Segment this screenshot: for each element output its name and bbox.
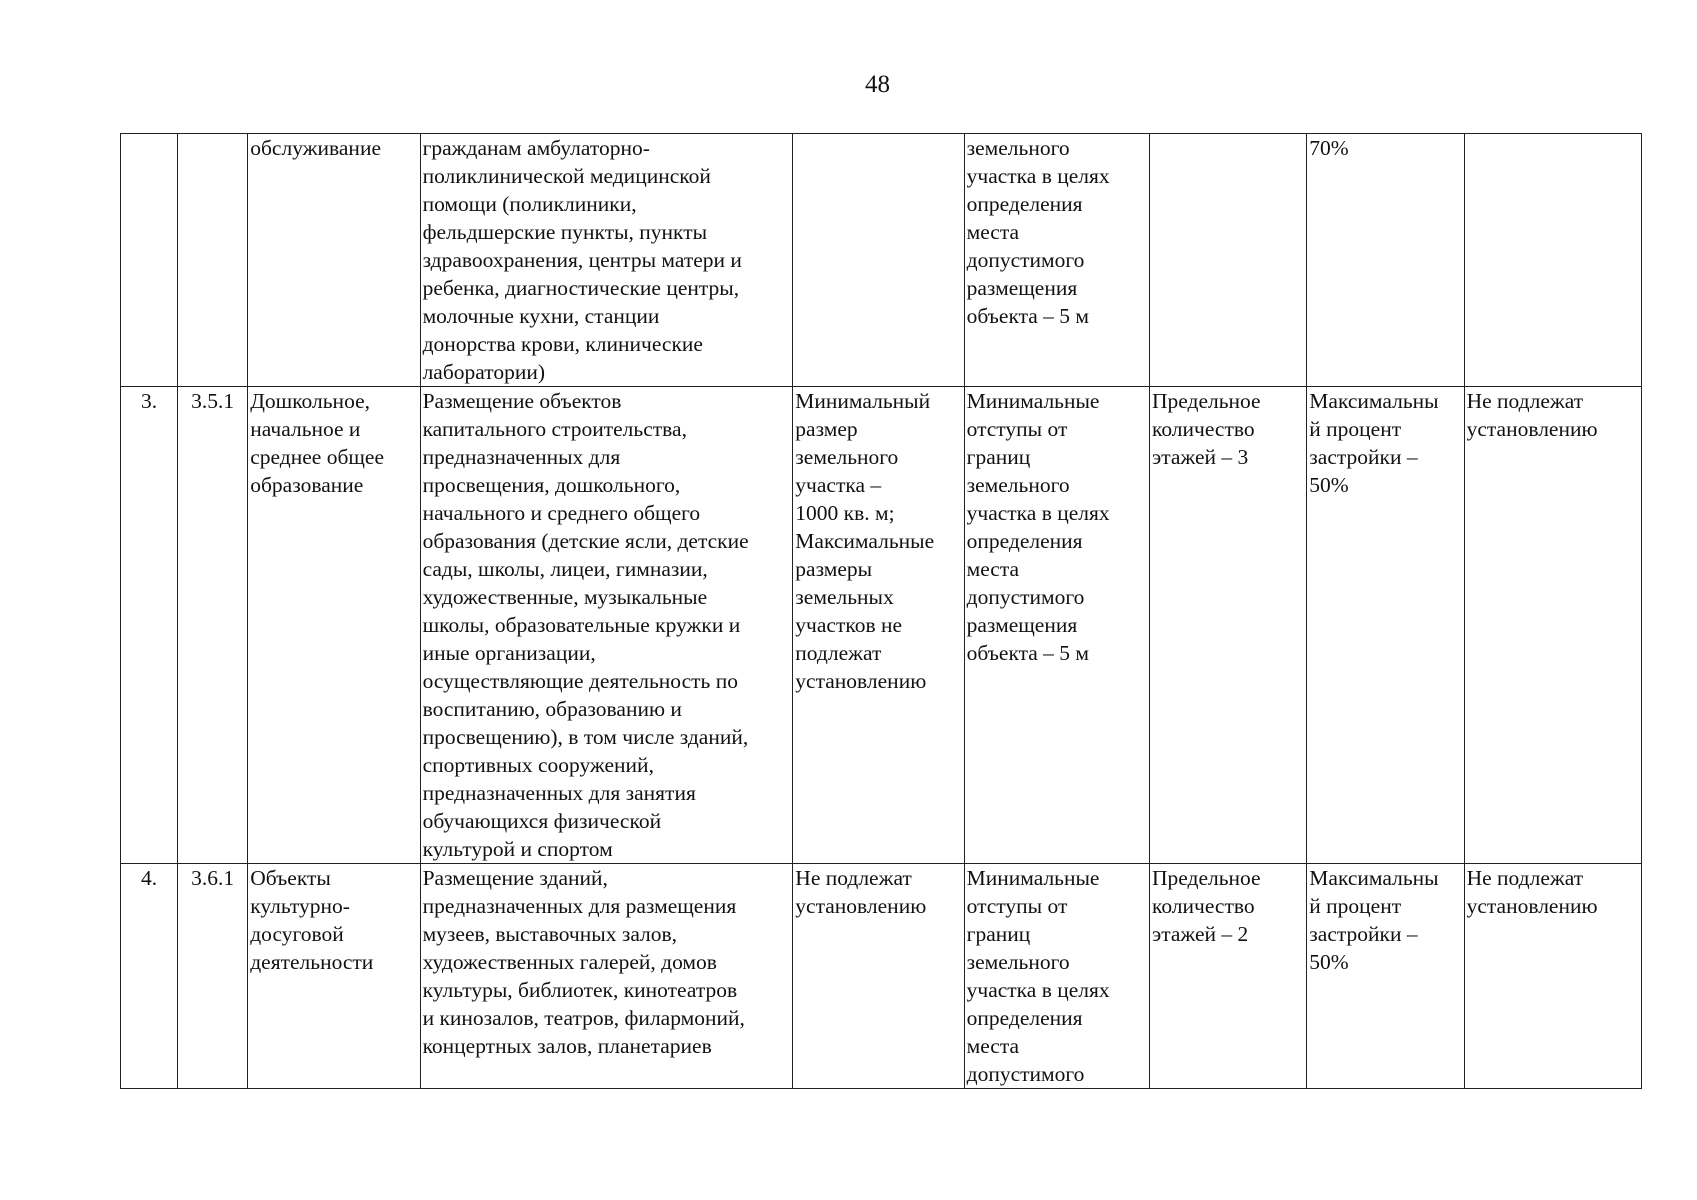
floors-cell: Предельное количество этажей – 3 (1149, 387, 1306, 864)
page-number: 48 (865, 71, 890, 98)
use-description-cell: Размещение зданий, предназначенных для размещения музеев, выставочных залов, художественных галерей, домов культуры, библиотек, кинотеатров и кинозалов, театров, филармоний, концертных залов, планетариев (420, 864, 793, 1089)
use-name-cell: Дошкольное, начальное и среднее общее образование (248, 387, 420, 864)
setbacks-cell: Минимальные отступы от границ земельного участка в целях определения места допустимого (964, 864, 1149, 1089)
use-name-cell: Объекты культурно- досуговой деятельности (248, 864, 420, 1089)
setbacks-cell: земельного участка в целях определения места допустимого размещения объекта – 5 м (964, 134, 1149, 387)
use-name-cell: обслуживание (248, 134, 420, 387)
row-number-cell: 3. (121, 387, 178, 864)
use-description-cell: Размещение объектов капитального строительства, предназначенных для просвещения, дошкольного, начального и среднего общего образования (детские ясли, детские сады, школы, лицеи, гимназии, художественные, музыкальные школы, образовательные кружки и иные организации, осуществляющие деятельность по воспитанию, образованию и просвещению), в том числе зданий, спортивных сооружений, предназначенных для занятия обучающихся физической культурой и спортом (420, 387, 793, 864)
coverage-cell: 70% (1307, 134, 1464, 387)
row-number-cell (121, 134, 178, 387)
other-cell: Не подлежат установлению (1464, 864, 1641, 1089)
land-use-table (120, 133, 1642, 1089)
plot-size-cell: Минимальный размер земельного участка – 1000 кв. м; Максимальные размеры земельных участков не подлежат установлению (793, 387, 964, 864)
other-cell (1464, 134, 1641, 387)
table-row (121, 864, 1642, 1089)
floors-cell (1149, 134, 1306, 387)
plot-size-cell (793, 134, 964, 387)
other-cell: Не подлежат установлению (1464, 387, 1641, 864)
use-code-cell (178, 134, 248, 387)
use-code-cell: 3.6.1 (178, 864, 248, 1089)
coverage-cell: Максимальны й процент застройки – 50% (1307, 864, 1464, 1089)
use-code-cell: 3.5.1 (178, 387, 248, 864)
coverage-cell: Максимальны й процент застройки – 50% (1307, 387, 1464, 864)
floors-cell: Предельное количество этажей – 2 (1149, 864, 1306, 1089)
table-row (121, 134, 1642, 387)
row-number-cell: 4. (121, 864, 178, 1089)
use-description-cell: гражданам амбулаторно- поликлинической медицинской помощи (поликлиники, фельдшерские пункты, пункты здравоохранения, центры матери и ребенка, диагностические центры, молочные кухни, станции донорства крови, клинические лаборатории) (420, 134, 793, 387)
table-row (121, 387, 1642, 864)
setbacks-cell: Минимальные отступы от границ земельного участка в целях определения места допустимого размещения объекта – 5 м (964, 387, 1149, 864)
plot-size-cell: Не подлежат установлению (793, 864, 964, 1089)
